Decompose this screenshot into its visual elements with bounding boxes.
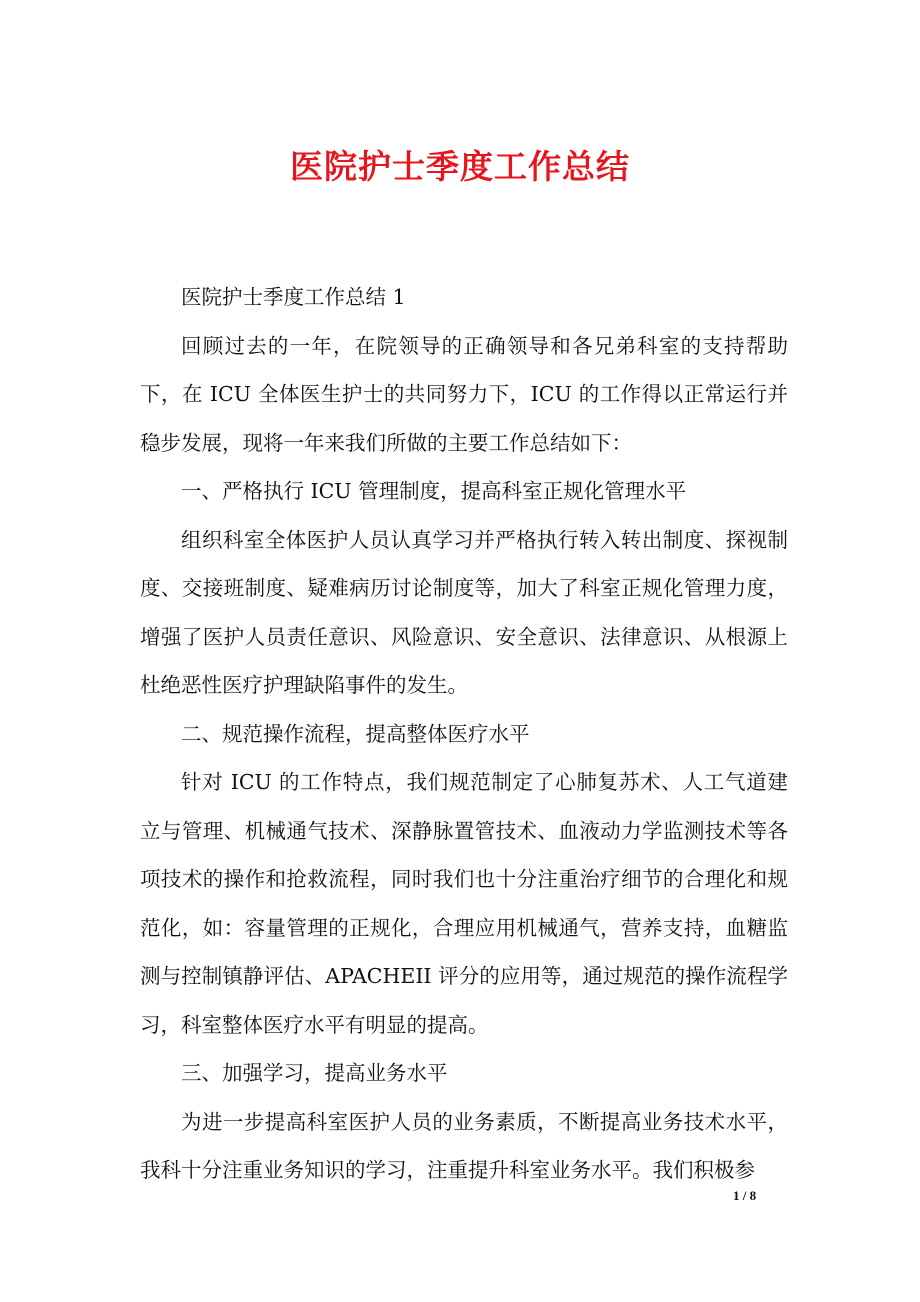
section-heading: 三、加强学习，提高业务水平 [181,1061,448,1085]
paragraph: 组织科室全体医护人员认真学习并严格执行转入转出制度、探视制度、交接班制度、疑难病历讨论制度等，加大了科室正规化管理力度，增强了医护人员责任意识、风险意识、安全意识、法律意识、从根源上杜绝恶性医疗护理缺陷事件的发生。 [140,527,788,697]
paragraph: 回顾过去的一年，在院领导的正确领导和各兄弟科室的支持帮助下，在 ICU 全体医生护士的共同努力下，ICU 的工作得以正常运行并稳步发展，现将一年来我们所做的主要工作总结如下： [140,333,788,455]
document-body [140,273,788,1195]
paragraph: 为进一步提高科室医护人员的业务素质，不断提高业务技术水平，我科十分注重业务知识的学习，注重提升科室业务水平。我们积极参 [140,1109,788,1182]
document-title: 医院护士季度工作总结 [290,147,630,186]
paragraph: 针对 ICU 的工作特点，我们规范制定了心肺复苏术、人工气道建立与管理、机械通气技术、深静脉置管技术、血液动力学监测技术等各项技术的操作和抢救流程，同时我们也十分注重治疗细节的合理化和规范化，如：容量管理的正规化，合理应用机械通气，营养支持，血糖监测与控制镇静评估、APACHEII 评分的应用等，通过规范的操作流程学习，科室整体医疗水平有明显的提高。 [140,770,788,1037]
section-heading: 二、规范操作流程，提高整体医疗水平 [181,721,530,746]
page-number: 1 / 8 [733,1188,757,1203]
section-heading: 一、严格执行 ICU 管理制度，提高科室正规化管理水平 [181,479,687,503]
section-heading: 医院护士季度工作总结 1 [181,285,406,309]
